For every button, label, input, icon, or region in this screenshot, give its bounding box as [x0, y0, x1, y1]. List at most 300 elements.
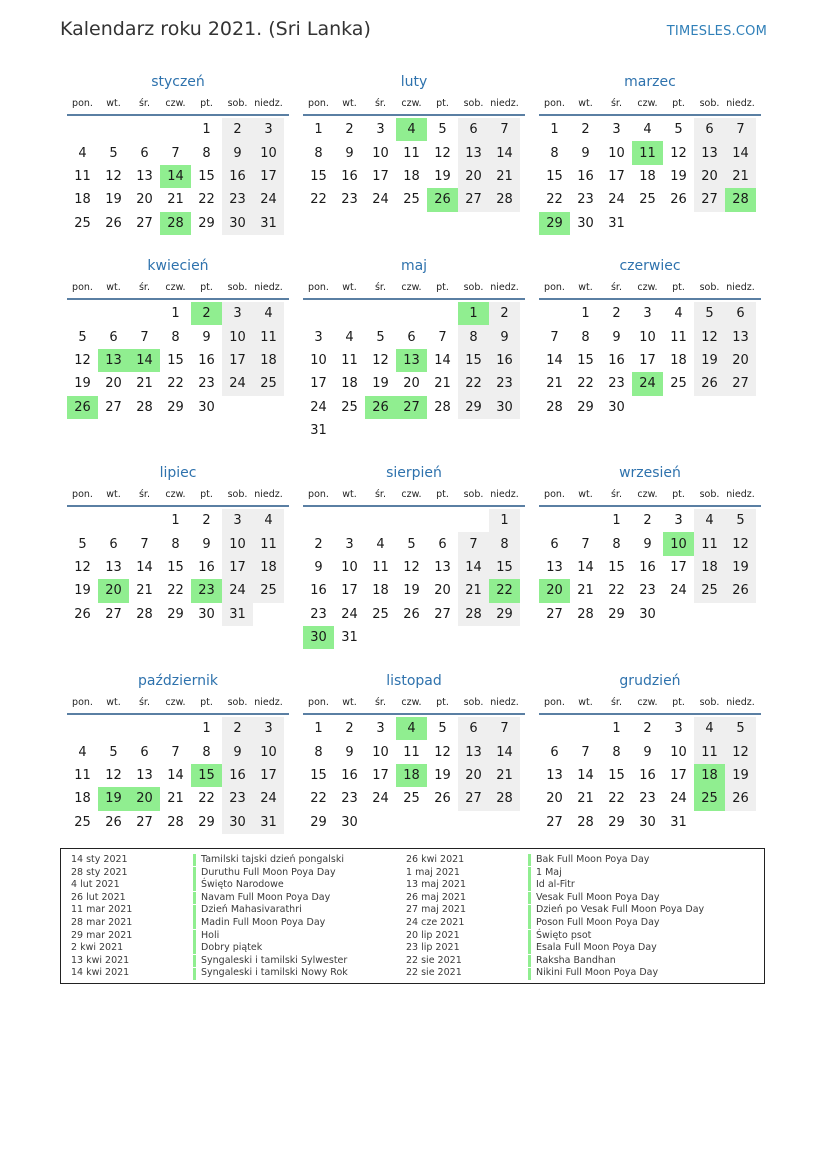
day-cell: 31 [310, 423, 327, 439]
day-cell: 18 [694, 556, 725, 579]
day-cell: 20 [434, 583, 451, 599]
weekday-label: śr. [610, 98, 622, 109]
day-cell: 11 [670, 329, 687, 345]
day-cell: 26 [670, 192, 687, 208]
day-cell: 5 [438, 721, 447, 737]
day-cell: 17 [639, 352, 656, 368]
weekday-label: wt. [342, 697, 357, 708]
day-cell: 24 [222, 372, 253, 395]
weekday-label: czw. [165, 98, 186, 109]
legend-date: 23 lip 2021 [406, 942, 460, 954]
legend-column-left [71, 854, 348, 980]
empty-cell [458, 509, 489, 532]
holiday-marker-icon [528, 942, 531, 954]
holiday-marker-icon [528, 968, 531, 980]
day-cell: 9 [643, 744, 652, 760]
weekday-label: sob. [463, 489, 484, 500]
weekday-label: czw. [401, 489, 422, 500]
day-cell: 25 [639, 192, 656, 208]
legend-entry [406, 942, 704, 955]
weekday-label: czw. [165, 282, 186, 293]
day-cell: 12 [670, 145, 687, 161]
day-cell: 18 [74, 791, 91, 807]
empty-cell [303, 302, 334, 325]
weekday-label: wt. [578, 489, 593, 500]
day-cell: 10 [222, 532, 253, 555]
day-cell: 6 [407, 329, 416, 345]
day-cell: 18 [639, 168, 656, 184]
empty-cell [98, 118, 129, 141]
legend-date: 20 lip 2021 [406, 929, 460, 941]
day-cell: 5 [725, 509, 756, 532]
weekday-label: pt. [200, 489, 213, 500]
holiday-day-cell: 14 [129, 349, 160, 372]
day-cell: 31 [253, 811, 284, 834]
weekday-label: pt. [672, 697, 685, 708]
day-cell: 6 [438, 536, 447, 552]
holiday-marker-icon [528, 867, 531, 879]
weekday-label: czw. [637, 282, 658, 293]
day-cell: 10 [608, 145, 625, 161]
legend-holiday-name: Navam Full Moon Poya Day [201, 891, 331, 903]
weekday-label: sob. [463, 98, 484, 109]
day-cell: 19 [403, 583, 420, 599]
weekday-header [303, 96, 525, 116]
day-cell: 25 [403, 791, 420, 807]
day-cell: 25 [670, 376, 687, 392]
day-cell: 20 [694, 165, 725, 188]
day-cell: 17 [222, 556, 253, 579]
legend-entry [71, 879, 348, 892]
weekday-label: sob. [463, 282, 484, 293]
month-2 [539, 72, 761, 235]
day-cell: 24 [372, 791, 389, 807]
day-cell: 11 [74, 168, 91, 184]
day-cell: 10 [372, 744, 389, 760]
day-cell: 15 [608, 767, 625, 783]
day-cell: 26 [694, 372, 725, 395]
day-cell: 4 [643, 122, 652, 138]
day-cell: 7 [140, 536, 149, 552]
legend-holiday-name: Dzień Mahasivarathri [201, 904, 302, 916]
day-cell: 2 [581, 122, 590, 138]
day-cell: 29 [198, 814, 215, 830]
day-cell: 4 [376, 536, 385, 552]
days-grid [67, 509, 289, 626]
day-cell: 23 [222, 787, 253, 810]
day-cell: 22 [167, 583, 184, 599]
day-cell: 8 [550, 145, 559, 161]
day-cell: 21 [458, 579, 489, 602]
empty-cell [303, 509, 334, 532]
day-cell: 6 [140, 744, 149, 760]
legend-entry [406, 930, 704, 943]
day-cell: 26 [434, 791, 451, 807]
day-cell: 15 [310, 767, 327, 783]
legend-date: 13 kwi 2021 [71, 954, 130, 966]
empty-cell [539, 509, 570, 532]
weekday-label: sob. [699, 98, 720, 109]
day-cell: 12 [694, 325, 725, 348]
weekday-label: pon. [308, 98, 329, 109]
holiday-day-cell: 26 [365, 396, 396, 419]
day-cell: 12 [74, 559, 91, 575]
day-cell: 1 [489, 509, 520, 532]
day-cell: 1 [202, 721, 211, 737]
day-cell: 23 [639, 583, 656, 599]
day-cell: 6 [458, 717, 489, 740]
month-name: kwiecień [147, 258, 209, 274]
day-cell: 10 [341, 559, 358, 575]
holiday-marker-icon [528, 955, 531, 967]
day-cell: 27 [434, 606, 451, 622]
day-cell: 17 [253, 764, 284, 787]
day-cell: 6 [109, 329, 118, 345]
day-cell: 24 [253, 787, 284, 810]
day-cell: 6 [725, 302, 756, 325]
weekday-label: wt. [578, 98, 593, 109]
weekday-header [303, 487, 525, 507]
day-cell: 1 [171, 306, 180, 322]
day-cell: 28 [458, 603, 489, 626]
legend-entry [406, 854, 704, 867]
day-cell: 25 [253, 579, 284, 602]
day-cell: 19 [725, 556, 756, 579]
day-cell: 3 [222, 302, 253, 325]
legend-holiday-name: Syngaleski i tamilski Nowy Rok [201, 967, 348, 979]
weekday-label: niedz. [254, 282, 283, 293]
day-cell: 28 [577, 814, 594, 830]
day-cell: 8 [458, 325, 489, 348]
holiday-marker-icon [193, 942, 196, 954]
legend-date: 13 maj 2021 [406, 879, 467, 891]
weekday-label: pt. [672, 98, 685, 109]
day-cell: 28 [577, 606, 594, 622]
empty-cell [365, 509, 396, 532]
day-cell: 16 [608, 352, 625, 368]
weekday-label: niedz. [254, 489, 283, 500]
empty-cell [427, 509, 458, 532]
day-cell: 22 [608, 583, 625, 599]
month-name: lipiec [159, 465, 197, 481]
day-cell: 11 [372, 559, 389, 575]
day-cell: 7 [725, 118, 756, 141]
day-cell: 27 [458, 188, 489, 211]
day-cell: 21 [489, 165, 520, 188]
day-cell: 29 [608, 814, 625, 830]
days-grid [539, 118, 761, 235]
weekday-label: śr. [610, 282, 622, 293]
day-cell: 21 [577, 791, 594, 807]
weekday-label: sob. [699, 489, 720, 500]
day-cell: 23 [608, 376, 625, 392]
weekday-label: niedz. [490, 489, 519, 500]
holiday-marker-icon [528, 854, 531, 866]
weekday-label: pon. [544, 98, 565, 109]
weekday-label: śr. [138, 282, 150, 293]
legend-entry [71, 917, 348, 930]
day-cell: 22 [167, 376, 184, 392]
day-cell: 30 [608, 399, 625, 415]
empty-cell [334, 509, 365, 532]
day-cell: 26 [725, 579, 756, 602]
day-cell: 26 [105, 215, 122, 231]
weekday-label: niedz. [490, 697, 519, 708]
legend-entry [71, 955, 348, 968]
day-cell: 16 [310, 583, 327, 599]
legend-holiday-name: 1 Maj [536, 866, 562, 878]
day-cell: 27 [105, 606, 122, 622]
day-cell: 22 [458, 372, 489, 395]
day-cell: 7 [458, 532, 489, 555]
site-link[interactable]: TIMESLES.COM [666, 24, 767, 39]
day-cell: 31 [341, 630, 358, 646]
legend-entry [406, 967, 704, 980]
month-name: grudzień [619, 673, 681, 689]
day-cell: 26 [403, 606, 420, 622]
day-cell: 9 [314, 559, 323, 575]
holiday-day-cell: 15 [191, 764, 222, 787]
day-cell: 16 [639, 559, 656, 575]
day-cell: 1 [550, 122, 559, 138]
legend-holiday-name: Bak Full Moon Poya Day [536, 854, 650, 865]
day-cell: 14 [725, 141, 756, 164]
month-name: wrzesień [619, 465, 681, 481]
day-cell: 4 [345, 329, 354, 345]
legend-date: 11 mar 2021 [71, 904, 133, 916]
day-cell: 19 [74, 376, 91, 392]
day-cell: 1 [202, 122, 211, 138]
day-cell: 7 [171, 145, 180, 161]
weekday-label: śr. [138, 98, 150, 109]
day-cell: 13 [694, 141, 725, 164]
day-cell: 22 [310, 192, 327, 208]
day-cell: 9 [643, 536, 652, 552]
day-cell: 12 [725, 532, 756, 555]
day-cell: 24 [253, 188, 284, 211]
holiday-marker-icon [528, 905, 531, 917]
day-cell: 30 [639, 814, 656, 830]
day-cell: 20 [546, 791, 563, 807]
day-cell: 12 [372, 352, 389, 368]
day-cell: 21 [136, 583, 153, 599]
legend-entry [71, 904, 348, 917]
weekday-label: wt. [106, 282, 121, 293]
day-cell: 9 [202, 329, 211, 345]
weekday-header [67, 280, 289, 300]
weekday-label: śr. [374, 489, 386, 500]
legend-date: 24 cze 2021 [406, 916, 465, 928]
days-grid [303, 302, 525, 442]
day-cell: 26 [725, 787, 756, 810]
day-cell: 12 [403, 559, 420, 575]
day-cell: 2 [222, 717, 253, 740]
month-name: październik [138, 673, 218, 689]
day-cell: 27 [136, 215, 153, 231]
day-cell: 25 [372, 606, 389, 622]
day-cell: 28 [136, 606, 153, 622]
legend-date: 4 lut 2021 [71, 879, 120, 891]
day-cell: 20 [403, 376, 420, 392]
day-cell: 5 [407, 536, 416, 552]
day-cell: 3 [222, 509, 253, 532]
day-cell: 11 [403, 744, 420, 760]
day-cell: 27 [694, 188, 725, 211]
day-cell: 2 [612, 306, 621, 322]
weekday-label: czw. [401, 282, 422, 293]
empty-cell [67, 717, 98, 740]
day-cell: 14 [136, 559, 153, 575]
legend-holiday-name: Madin Full Moon Poya Day [201, 916, 326, 928]
day-cell: 12 [434, 744, 451, 760]
legend-holiday-name: Święto psot [536, 929, 592, 941]
day-cell: 17 [253, 165, 284, 188]
day-cell: 10 [222, 325, 253, 348]
day-cell: 11 [253, 325, 284, 348]
day-cell: 19 [434, 767, 451, 783]
day-cell: 13 [136, 168, 153, 184]
day-cell: 19 [434, 168, 451, 184]
weekday-label: pt. [436, 697, 449, 708]
day-cell: 25 [694, 579, 725, 602]
day-cell: 27 [105, 399, 122, 415]
day-cell: 26 [105, 814, 122, 830]
weekday-label: pt. [200, 282, 213, 293]
day-cell: 13 [725, 325, 756, 348]
day-cell: 18 [372, 583, 389, 599]
day-cell: 7 [489, 717, 520, 740]
day-cell: 8 [171, 536, 180, 552]
day-cell: 13 [434, 559, 451, 575]
empty-cell [98, 717, 129, 740]
weekday-label: sob. [227, 98, 248, 109]
day-cell: 24 [310, 399, 327, 415]
day-cell: 1 [581, 306, 590, 322]
day-cell: 22 [577, 376, 594, 392]
legend-date: 29 mar 2021 [71, 929, 133, 941]
holiday-marker-icon [528, 930, 531, 942]
day-cell: 9 [581, 145, 590, 161]
day-cell: 23 [577, 192, 594, 208]
weekday-label: wt. [342, 98, 357, 109]
day-cell: 14 [546, 352, 563, 368]
day-cell: 2 [643, 513, 652, 529]
day-cell: 29 [608, 606, 625, 622]
weekday-label: śr. [138, 697, 150, 708]
month-11 [539, 671, 761, 834]
legend-holiday-name: Id al-Fitr [536, 879, 575, 891]
weekday-label: czw. [401, 697, 422, 708]
weekday-label: pt. [436, 489, 449, 500]
day-cell: 2 [345, 721, 354, 737]
day-cell: 16 [222, 764, 253, 787]
day-cell: 15 [310, 168, 327, 184]
month-3 [67, 256, 289, 419]
day-cell: 22 [198, 192, 215, 208]
day-cell: 5 [78, 329, 87, 345]
day-cell: 5 [725, 717, 756, 740]
empty-cell [67, 302, 98, 325]
holiday-marker-icon [193, 854, 196, 866]
day-cell: 31 [670, 814, 687, 830]
empty-cell [67, 509, 98, 532]
day-cell: 15 [198, 168, 215, 184]
holiday-legend [60, 848, 765, 984]
day-cell: 5 [694, 302, 725, 325]
day-cell: 7 [581, 744, 590, 760]
holiday-day-cell: 14 [160, 165, 191, 188]
day-cell: 10 [639, 329, 656, 345]
holiday-day-cell: 29 [539, 212, 570, 235]
weekday-label: sob. [227, 697, 248, 708]
weekday-label: śr. [374, 98, 386, 109]
day-cell: 22 [310, 791, 327, 807]
day-cell: 19 [74, 583, 91, 599]
day-cell: 18 [253, 556, 284, 579]
legend-date: 28 sty 2021 [71, 866, 128, 878]
day-cell: 12 [725, 740, 756, 763]
day-cell: 22 [608, 791, 625, 807]
day-cell: 19 [694, 349, 725, 372]
legend-entry [71, 967, 348, 980]
day-cell: 20 [105, 376, 122, 392]
day-cell: 17 [341, 583, 358, 599]
day-cell: 1 [314, 721, 323, 737]
weekday-header [539, 487, 761, 507]
day-cell: 28 [489, 787, 520, 810]
day-cell: 18 [670, 352, 687, 368]
empty-cell [365, 302, 396, 325]
day-cell: 30 [198, 399, 215, 415]
holiday-day-cell: 13 [98, 349, 129, 372]
weekday-label: pon. [72, 282, 93, 293]
day-cell: 8 [202, 145, 211, 161]
holiday-marker-icon [193, 955, 196, 967]
day-cell: 27 [458, 787, 489, 810]
day-cell: 4 [78, 744, 87, 760]
day-cell: 7 [140, 329, 149, 345]
day-cell: 23 [222, 188, 253, 211]
legend-holiday-name: Raksha Bandhan [536, 954, 616, 966]
day-cell: 2 [489, 302, 520, 325]
day-cell: 10 [670, 744, 687, 760]
day-cell: 24 [372, 192, 389, 208]
empty-cell [570, 509, 601, 532]
day-cell: 8 [612, 744, 621, 760]
days-grid [303, 717, 525, 834]
weekday-label: czw. [637, 697, 658, 708]
day-cell: 3 [674, 721, 683, 737]
day-cell: 13 [546, 559, 563, 575]
empty-cell [98, 509, 129, 532]
day-cell: 16 [341, 767, 358, 783]
weekday-label: czw. [165, 697, 186, 708]
legend-entry [406, 892, 704, 905]
weekday-label: wt. [106, 697, 121, 708]
day-cell: 24 [670, 583, 687, 599]
day-cell: 21 [489, 764, 520, 787]
days-grid [539, 509, 761, 626]
day-cell: 7 [581, 536, 590, 552]
day-cell: 17 [372, 767, 389, 783]
day-cell: 13 [458, 141, 489, 164]
weekday-header [539, 695, 761, 715]
day-cell: 19 [105, 192, 122, 208]
holiday-marker-icon [193, 905, 196, 917]
empty-cell [129, 118, 160, 141]
day-cell: 4 [674, 306, 683, 322]
holiday-marker-icon [193, 879, 196, 891]
